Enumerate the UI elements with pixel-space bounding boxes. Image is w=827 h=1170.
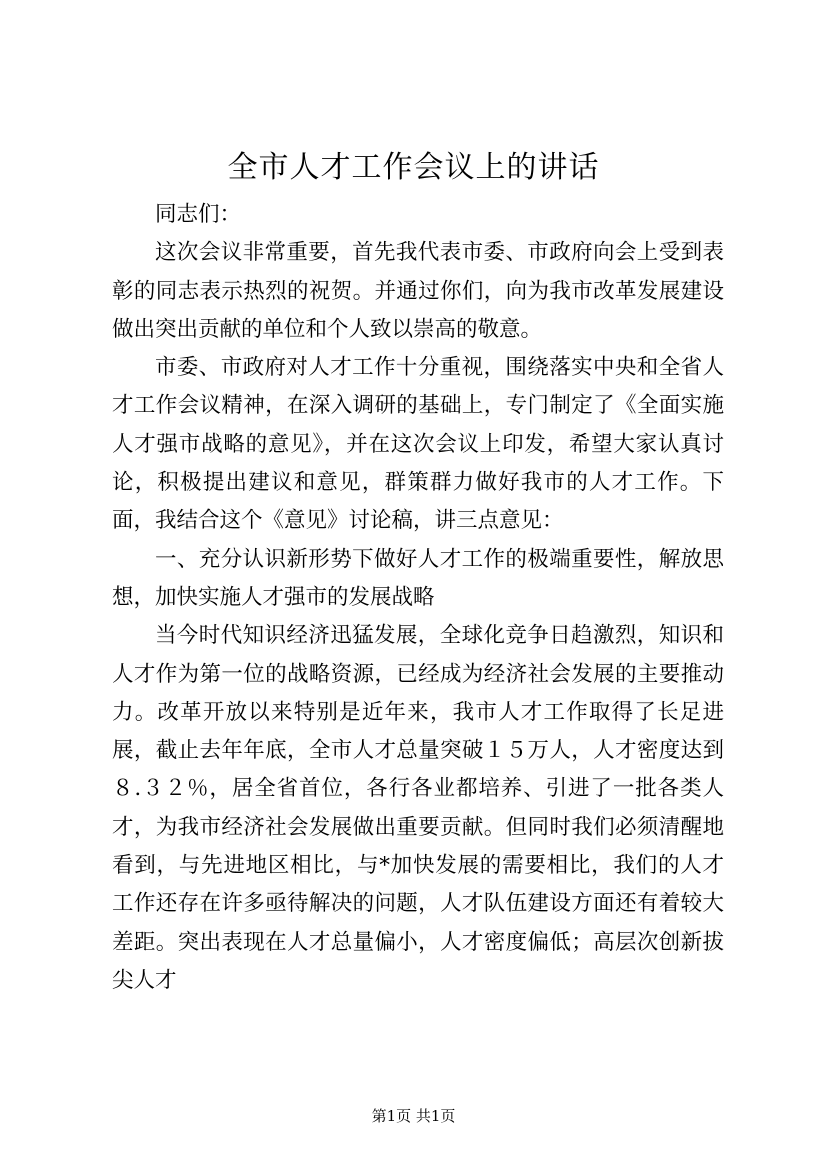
paragraph-2: 市委、市政府对人才工作十分重视，围绕落实中央和全省人才工作会议精神，在深入调研的基础上，专门制定了《全面实施人才强市战略的意见》，并在这次会议上印发，希望大家认真讨论，积极提出建议和意见，群策群力做好我市的人才工作。下面，我结合这个《意见》讨论稿，讲三点意见：: [112, 355, 724, 534]
document-title: 全市人才工作会议上的讲话: [227, 150, 600, 185]
paragraph-1: 这次会议非常重要，首先我代表市委、市政府向会上受到表彰的同志表示热烈的祝贺。并通过你们，向为我市改革发展建设做出突出贡献的单位和个人致以崇高的敬意。: [112, 240, 724, 342]
paragraph-3: 当今时代知识经济迅猛发展，全球化竞争日趋激烈，知识和人才作为第一位的战略资源，已经成为经济社会发展的主要推动力。改革开放以来特别是近年来，我市人才工作取得了长足进展，截止去年年底，全市人才总量突破１５万人，人才密度达到８.３２％，居全省首位，各行各业都培养、引进了一批各类人才，为我市经济社会发展做出重要贡献。但同时我们必须清醒地看到，与先进地区相比，与*加快发展的需要相比，我们的人才工作还存在许多亟待解决的问题，人才队伍建设方面还有着较大差距。突出表现在人才总量偏小，人才密度偏低；高层次创新拔尖人才: [112, 623, 724, 993]
page-footer: 第1页 共1页: [371, 1107, 456, 1125]
section-heading-1: 一、充分认识新形势下做好人才工作的极端重要性，解放思想，加快实施人才强市的发展战略: [112, 546, 724, 610]
paragraph-salutation: 同志们：: [155, 202, 242, 227]
document-body: [112, 196, 724, 1000]
